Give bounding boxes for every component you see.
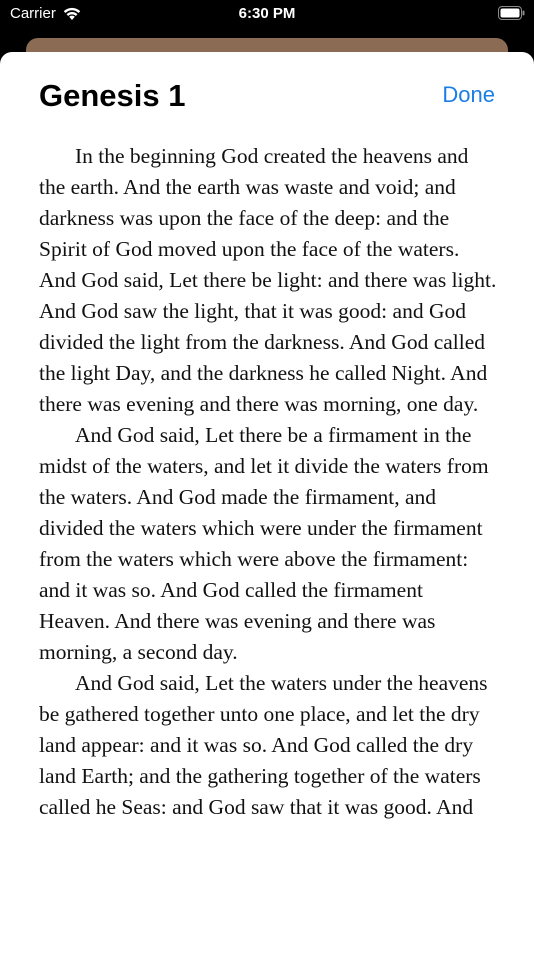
sheet-header xyxy=(0,52,534,142)
verse-paragraph: And God said, Let the waters under the heavens be gathered together unto one place, and let the dry land appear: and it was so. And God called the dry land Earth; and the gathering together of the waters called he Seas: and God saw that it was good. And xyxy=(39,671,488,819)
chapter-text xyxy=(39,141,497,823)
page-title: Genesis 1 xyxy=(39,78,186,113)
battery-icon xyxy=(498,6,525,20)
chapter-sheet xyxy=(0,52,534,962)
carrier-label: Carrier xyxy=(10,5,56,22)
done-button[interactable]: Done xyxy=(442,82,495,107)
verse-paragraph: And God said, Let there be a firmament in the midst of the waters, and let it divide the waters from the waters. And God made the firmament, and divided the waters which were under the firmament from the waters which were above the firmament: and it was so. And God called the firmament Heaven. And there was evening and there was morning, a second day. xyxy=(39,423,489,664)
status-time: 6:30 PM xyxy=(238,5,296,22)
verse-paragraph: In the beginning God created the heavens and the earth. And the earth was waste and void; and darkness was upon the face of the deep: and the Spirit of God moved upon the face of the waters. And God said, Let there be light: and there was light. And God saw the light, that it was good: and God divided the light from the darkness. And God called the light Day, and the darkness he called Night. And there was evening and there was morning, one day. xyxy=(39,144,497,416)
status-bar xyxy=(0,0,534,30)
